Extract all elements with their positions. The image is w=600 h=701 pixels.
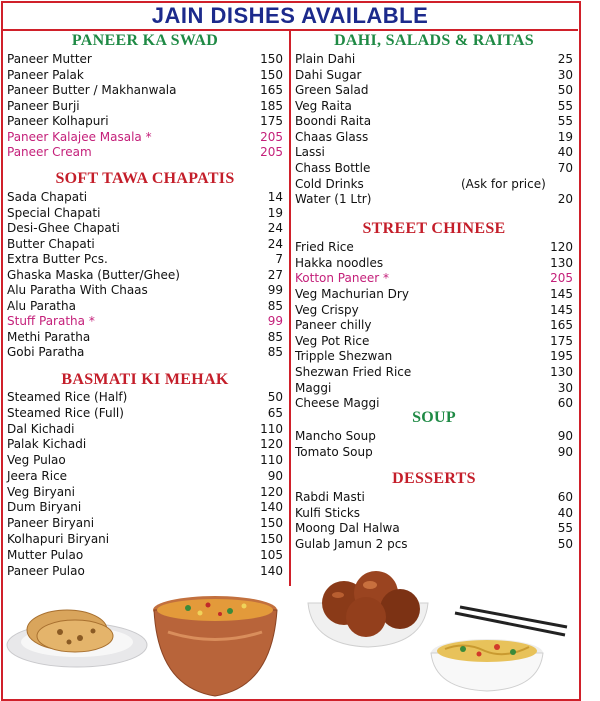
item-name: Stuff Paratha *: [7, 314, 95, 328]
menu-item: [295, 51, 573, 67]
menu-item: [7, 251, 283, 267]
item-name: Chaas Glass: [295, 130, 369, 144]
menu-item: [7, 421, 283, 437]
menu-item: [295, 428, 573, 444]
item-name: Dum Biryani: [7, 500, 82, 514]
item-name: Chass Bottle: [295, 161, 371, 175]
paratha-plate-image: [5, 600, 150, 670]
item-price: 140: [260, 500, 283, 514]
item-price: 110: [260, 453, 283, 467]
item-name: Veg Biryani: [7, 485, 75, 499]
menu-item: [295, 67, 573, 83]
menu-item: [7, 563, 283, 579]
item-price: 90: [267, 469, 283, 483]
item-name: Paneer Biryani: [7, 516, 95, 530]
item-price: 55: [557, 99, 573, 113]
menu-item: [295, 520, 573, 536]
item-price: 24: [267, 237, 283, 251]
item-price: 85: [267, 330, 283, 344]
item-name: Gobi Paratha: [7, 345, 85, 359]
menu-item: [7, 98, 283, 114]
item-name: Paneer chilly: [295, 318, 372, 332]
item-price: 55: [557, 521, 573, 535]
item-price: 185: [260, 99, 283, 113]
menu-item: [295, 191, 573, 207]
menu-item: [295, 317, 573, 333]
item-name: Steamed Rice (Full): [7, 406, 124, 420]
item-name: Paneer Pulao: [7, 564, 85, 578]
item-name: Cold Drinks: [295, 177, 364, 191]
item-price: 150: [260, 532, 283, 546]
item-price: 120: [260, 485, 283, 499]
menu-item: [7, 220, 283, 236]
section-heading-desserts: DESSERTS: [392, 470, 476, 487]
menu-item: [7, 515, 283, 531]
item-name: Green Salad: [295, 83, 369, 97]
menu-title: JAIN DISHES AVAILABLE: [151, 3, 429, 28]
item-name: Veg Pot Rice: [295, 334, 370, 348]
menu-item: [7, 189, 283, 205]
item-name: Lassi: [295, 145, 325, 159]
item-price: 30: [557, 381, 573, 395]
menu-item: [295, 489, 573, 505]
item-price: 85: [267, 345, 283, 359]
item-name: Boondi Raita: [295, 114, 372, 128]
item-name: Butter Chapati: [7, 237, 95, 251]
item-name: Cheese Maggi: [295, 396, 380, 410]
item-price: 140: [260, 564, 283, 578]
menu-item: [295, 113, 573, 129]
item-name: Rabdi Masti: [295, 490, 365, 504]
item-price: 205: [260, 145, 283, 159]
item-name: Paneer Butter / Makhanwala: [7, 83, 177, 97]
item-name: Paneer Palak: [7, 68, 84, 82]
menu-item: [295, 255, 573, 271]
item-price: 25: [557, 52, 573, 66]
menu-item: [295, 144, 573, 160]
menu-item: [7, 389, 283, 405]
item-price: 150: [260, 52, 283, 66]
item-price: 50: [557, 83, 573, 97]
menu-item-special: [7, 129, 283, 145]
item-name: Veg Crispy: [295, 303, 359, 317]
menu-item-special: [295, 270, 573, 286]
item-name: Gulab Jamun 2 pcs: [295, 537, 408, 551]
menu-item: [295, 98, 573, 114]
item-price: 19: [557, 130, 573, 144]
item-price: 40: [557, 145, 573, 159]
menu-item: [295, 129, 573, 145]
item-name: Veg Raita: [295, 99, 352, 113]
menu-item: [7, 236, 283, 252]
menu-item: [7, 205, 283, 221]
item-price: 60: [557, 396, 573, 410]
item-price: 175: [550, 334, 573, 348]
menu-item: [295, 364, 573, 380]
item-price: 165: [550, 318, 573, 332]
item-name: Paneer Cream: [7, 145, 92, 159]
item-name: Alu Paratha: [7, 299, 76, 313]
menu-item: [295, 176, 573, 192]
item-name: Dahi Sugar: [295, 68, 362, 82]
item-price: 99: [267, 314, 283, 328]
item-name: Kotton Paneer *: [295, 271, 389, 285]
item-price: 150: [260, 516, 283, 530]
item-name: Kolhapuri Biryani: [7, 532, 110, 546]
menu-item: [295, 333, 573, 349]
section-heading-soup: SOUP: [412, 409, 456, 426]
section-heading-paneer: PANEER KA SWAD: [71, 32, 219, 49]
menu-item: [7, 67, 283, 83]
column-divider: [289, 31, 291, 586]
item-price: 99: [267, 283, 283, 297]
section-heading-basmati: BASMATI KI MEHAK: [61, 371, 229, 388]
menu-item: [7, 298, 283, 314]
item-price: 60: [557, 490, 573, 504]
item-name: Jeera Rice: [7, 469, 68, 483]
menu-item: [7, 499, 283, 515]
item-price: 90: [557, 445, 573, 459]
menu-item: [295, 239, 573, 255]
item-name: Hakka noodles: [295, 256, 384, 270]
menu-item: [295, 505, 573, 521]
item-name: Fried Rice: [295, 240, 354, 254]
item-name: Ghaska Maska (Butter/Ghee): [7, 268, 180, 282]
item-price: 55: [557, 114, 573, 128]
item-name: Methi Paratha: [7, 330, 91, 344]
item-price: 27: [267, 268, 283, 282]
menu-item: [295, 444, 573, 460]
menu-item: [7, 436, 283, 452]
item-price: 205: [550, 271, 573, 285]
menu-item-special: [7, 144, 283, 160]
menu-item: [295, 160, 573, 176]
menu-item: [7, 344, 283, 360]
section-heading-chapatis: SOFT TAWA CHAPATIS: [55, 170, 235, 187]
item-price: 110: [260, 422, 283, 436]
item-name: Paneer Kolhapuri: [7, 114, 109, 128]
menu-item: [295, 82, 573, 98]
item-name: Alu Paratha With Chaas: [7, 283, 148, 297]
item-price: 120: [260, 437, 283, 451]
item-price: 50: [557, 537, 573, 551]
item-price: 130: [550, 365, 573, 379]
menu-item: [295, 286, 573, 302]
item-name: Veg Pulao: [7, 453, 66, 467]
noodles-bowl-image: [425, 605, 570, 695]
item-price: 90: [557, 429, 573, 443]
item-name: Sada Chapati: [7, 190, 88, 204]
item-price-note: (Ask for price): [461, 177, 546, 191]
item-name: Shezwan Fried Rice: [295, 365, 412, 379]
item-price: 205: [260, 130, 283, 144]
item-price: 40: [557, 506, 573, 520]
item-price: 175: [260, 114, 283, 128]
item-price: 195: [550, 349, 573, 363]
section-heading-dahi: DAHI, SALADS & RAITAS: [334, 32, 534, 49]
item-price: 150: [260, 68, 283, 82]
item-price: 145: [550, 303, 573, 317]
item-name: Paneer Kalajee Masala *: [7, 130, 152, 144]
item-name: Extra Butter Pcs.: [7, 252, 108, 266]
item-name: Desi-Ghee Chapati: [7, 221, 120, 235]
item-name: Dal Kichadi: [7, 422, 75, 436]
item-price: 130: [550, 256, 573, 270]
menu-item: [7, 484, 283, 500]
item-price: 70: [557, 161, 573, 175]
menu-item: [7, 113, 283, 129]
item-name: Kulfi Sticks: [295, 506, 361, 520]
menu-item: [295, 380, 573, 396]
section-heading-chinese: STREET CHINESE: [362, 220, 506, 237]
menu-item: [7, 405, 283, 421]
menu-item: [7, 547, 283, 563]
item-price: 145: [550, 287, 573, 301]
item-price: 7: [275, 252, 283, 266]
item-name: Steamed Rice (Half): [7, 390, 128, 404]
item-price: 50: [267, 390, 283, 404]
item-name: Paneer Mutter: [7, 52, 92, 66]
item-name: Paneer Burji: [7, 99, 80, 113]
menu-item: [7, 531, 283, 547]
item-name: Moong Dal Halwa: [295, 521, 400, 535]
item-name: Mutter Pulao: [7, 548, 84, 562]
menu-item: [7, 282, 283, 298]
item-name: Mancho Soup: [295, 429, 376, 443]
item-price: 85: [267, 299, 283, 313]
item-name: Palak Kichadi: [7, 437, 87, 451]
item-price: 24: [267, 221, 283, 235]
item-name: Veg Machurian Dry: [295, 287, 409, 301]
item-price: 120: [550, 240, 573, 254]
item-name: Tomato Soup: [295, 445, 373, 459]
menu-item: [7, 82, 283, 98]
menu-item: [295, 302, 573, 318]
item-name: Plain Dahi: [295, 52, 356, 66]
item-price: 19: [267, 206, 283, 220]
item-price: 105: [260, 548, 283, 562]
item-price: 14: [267, 190, 283, 204]
menu-item: [7, 51, 283, 67]
biryani-bowl-image: [148, 592, 283, 698]
item-price: 165: [260, 83, 283, 97]
menu-item: [295, 536, 573, 552]
item-name: Tripple Shezwan: [295, 349, 393, 363]
item-name: Special Chapati: [7, 206, 101, 220]
menu-item: [7, 452, 283, 468]
menu-item: [7, 468, 283, 484]
item-name: Water (1 Ltr): [295, 192, 372, 206]
menu-item-special: [7, 313, 283, 329]
item-price: 30: [557, 68, 573, 82]
menu-item: [295, 348, 573, 364]
item-price: 20: [557, 192, 573, 206]
menu-item: [7, 267, 283, 283]
menu-item: [7, 329, 283, 345]
item-price: 65: [267, 406, 283, 420]
item-name: Maggi: [295, 381, 332, 395]
gulab-jamun-bowl-image: [304, 557, 432, 649]
